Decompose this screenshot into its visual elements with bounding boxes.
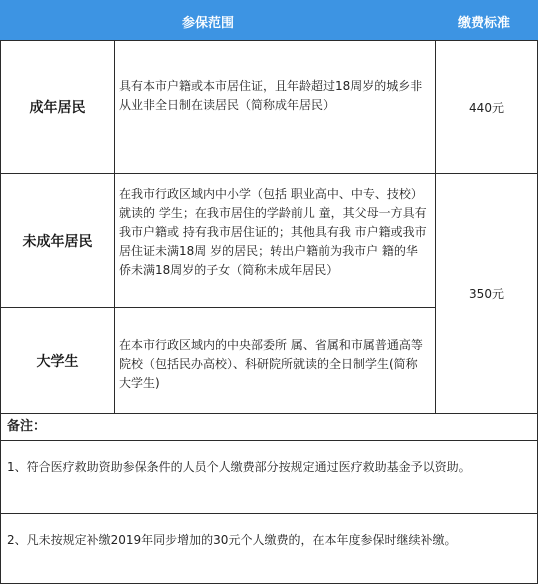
description-text: 在本市行政区域内的中央部委所 属、省属和市属普通高等院校（包括民办高校）、科研院所就读的全日制学生(简称大学生)	[119, 338, 423, 390]
category-adult	[0, 40, 115, 174]
note-row-2	[0, 513, 538, 584]
category-label: 大学生	[36, 353, 79, 370]
note-text-2: 2、凡未按规定补缴2019年同步增加的30元个人缴费的，在本年度参保时继续补缴。	[7, 533, 457, 547]
category-university	[0, 307, 115, 414]
fee-minor-university	[435, 173, 538, 414]
note-text-1: 1、符合医疗救助资助参保条件的人员个人缴费部分按规定通过医疗救助基金予以资助。	[7, 460, 471, 474]
category-minor	[0, 173, 115, 308]
description-university	[114, 307, 436, 414]
fee-value: 440元	[469, 100, 504, 115]
description-adult	[114, 40, 436, 174]
description-text: 具有本市户籍或本市居住证，且年龄超过18周岁的城乡非从业非全日制在读居民（简称成年居民）	[119, 79, 423, 112]
fee-column-header: 缴费标准	[458, 16, 511, 31]
category-label: 未成年居民	[22, 233, 93, 250]
table-header	[0, 0, 538, 40]
description-minor	[114, 173, 436, 308]
fee-value: 350元	[469, 287, 504, 301]
note-row-1	[0, 440, 538, 514]
notes-title: 备注：	[7, 419, 47, 434]
notes-title-row	[0, 413, 538, 441]
description-text: 在我市行政区域内中小学（包括 职业高中、中专、技校）就读的 学生；在我市居住的学龄前儿 童，其父母一方具有我市户籍或 持有我市居住证的；其他具有我 市户籍或我市居住证未满18周 岁的居民；转出户籍前为我市户 籍的华侨未满18周岁的子女（简称未成年居民）	[119, 187, 427, 277]
category-label: 成年居民	[29, 100, 86, 116]
fee-adult	[435, 40, 538, 174]
scope-column-header: 参保范围	[182, 16, 235, 31]
